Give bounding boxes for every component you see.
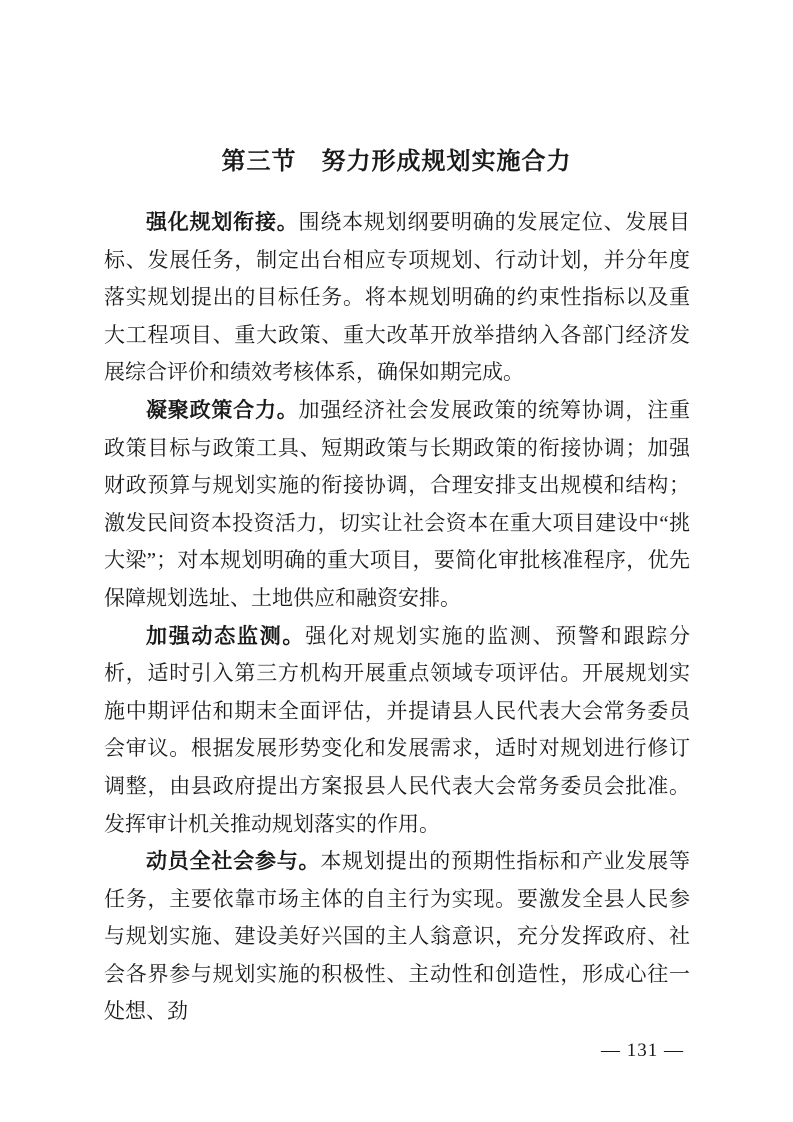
section-title: 第三节 努力形成规划实施合力: [221, 149, 572, 175]
paragraph: 强化规划衔接。围绕本规划纲要明确的发展定位、发展目标、发展任务，制定出台相应专项规划、行动计划，并分年度落实规划提出的目标任务。将本规划明确的约束性指标以及重大工程项目、重大政策、重大改革开放举措纳入各部门经济发展综合评价和绩效考核体系，确保如期完成。: [104, 210, 691, 385]
paragraph-lead: 凝聚政策合力。: [146, 397, 299, 422]
body-paragraphs: [104, 204, 690, 1031]
paragraph: 凝聚政策合力。加强经济社会发展政策的统筹协调，注重政策目标与政策工具、短期政策与长期政策的衔接协调；加强财政预算与规划实施的衔接协调，合理安排支出规模和结构；激发民间资本投资活力，切实让社会资本在重大项目建设中“挑大梁”；对本规划明确的重大项目，要简化审批核准程序，优先保障规划选址、土地供应和融资安排。: [104, 397, 691, 610]
paragraph-lead: 动员全社会参与。: [146, 849, 321, 874]
paragraph-lead: 强化规划衔接。: [146, 210, 299, 234]
page-number: — 131 —: [601, 1040, 684, 1061]
paragraph-lead: 加强动态监测。: [146, 623, 306, 648]
paragraph: 加强动态监测。强化对规划实施的监测、预警和跟踪分析，适时引入第三方机构开展重点领域专项评估。开展规划实施中期评估和期末全面评估，并提请县人民代表大会常务委员会审议。根据发展形势变化和发展需求，适时对规划进行修订调整，由县政府提出方案报县人民代表大会常务委员会批准。发挥审计机关推动规划落实的作用。: [104, 623, 691, 836]
paragraph: 动员全社会参与。本规划提出的预期性指标和产业发展等任务，主要依靠市场主体的自主行为实现。要激发全县人民参与规划实施、建设美好兴国的主人翁意识，充分发挥政府、社会各界参与规划实施的积极性、主动性和创造性，形成心往一处想、劲: [104, 849, 691, 1024]
